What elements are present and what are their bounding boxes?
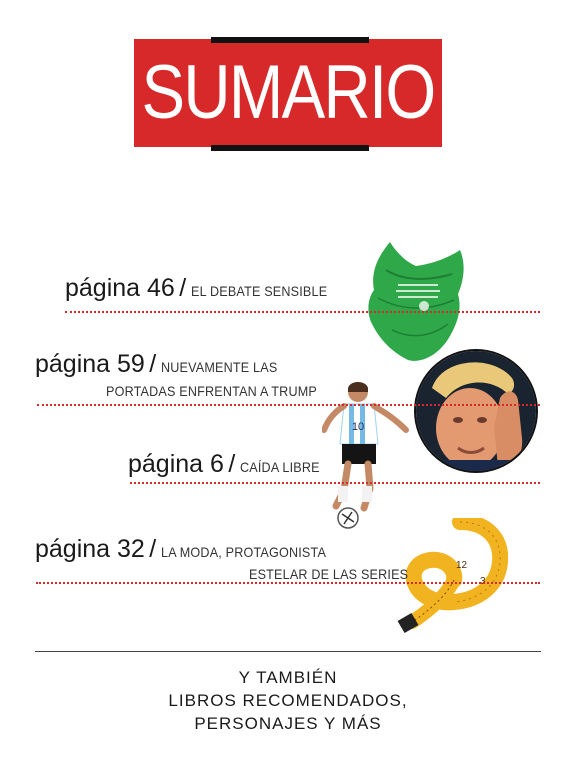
- entry-divider: [36, 582, 540, 584]
- entry-page-number: página 6: [128, 450, 224, 478]
- svg-text:12: 12: [456, 560, 468, 571]
- entry-page-number: página 32: [35, 535, 145, 563]
- footer-line-1: Y TAMBIÉN: [238, 668, 338, 687]
- entry-slash: /: [149, 535, 157, 563]
- entry-description-cont: PORTADAS ENFRENTAN A TRUMP: [106, 383, 317, 399]
- entry-description-cont: ESTELAR DE LAS SERIES: [249, 566, 409, 582]
- svg-text:10: 10: [351, 421, 365, 433]
- svg-text:3: 3: [480, 576, 486, 587]
- entry-slash: /: [179, 274, 187, 302]
- entry-slash: /: [228, 450, 236, 478]
- entry-page-59[interactable]: [35, 350, 290, 379]
- green-scarf-image: [362, 240, 472, 365]
- entry-page-32[interactable]: [35, 535, 344, 564]
- trump-portrait-image: [412, 348, 542, 474]
- entry-page-number: página 59: [35, 350, 145, 378]
- entry-page-number: página 46: [65, 274, 175, 302]
- footer-divider: [35, 651, 541, 652]
- entry-description: EL DEBATE SENSIBLE: [190, 283, 327, 299]
- entry-divider: [65, 311, 540, 313]
- entry-page-6[interactable]: [128, 450, 328, 479]
- entry-description: NUEVAMENTE LAS: [160, 359, 278, 375]
- entry-slash: /: [149, 350, 157, 378]
- footer-line-2: LIBROS RECOMENDADOS,: [168, 691, 408, 710]
- page-title: SUMARIO: [141, 50, 435, 135]
- entry-page-46[interactable]: [65, 274, 342, 303]
- entry-divider: [130, 482, 540, 484]
- entry-description: LA MODA, PROTAGONISTA: [160, 544, 326, 560]
- entry-divider: [37, 404, 540, 406]
- entry-description: CAÍDA LIBRE: [239, 459, 320, 475]
- footer-line-3: PERSONAJES Y MÁS: [194, 714, 382, 733]
